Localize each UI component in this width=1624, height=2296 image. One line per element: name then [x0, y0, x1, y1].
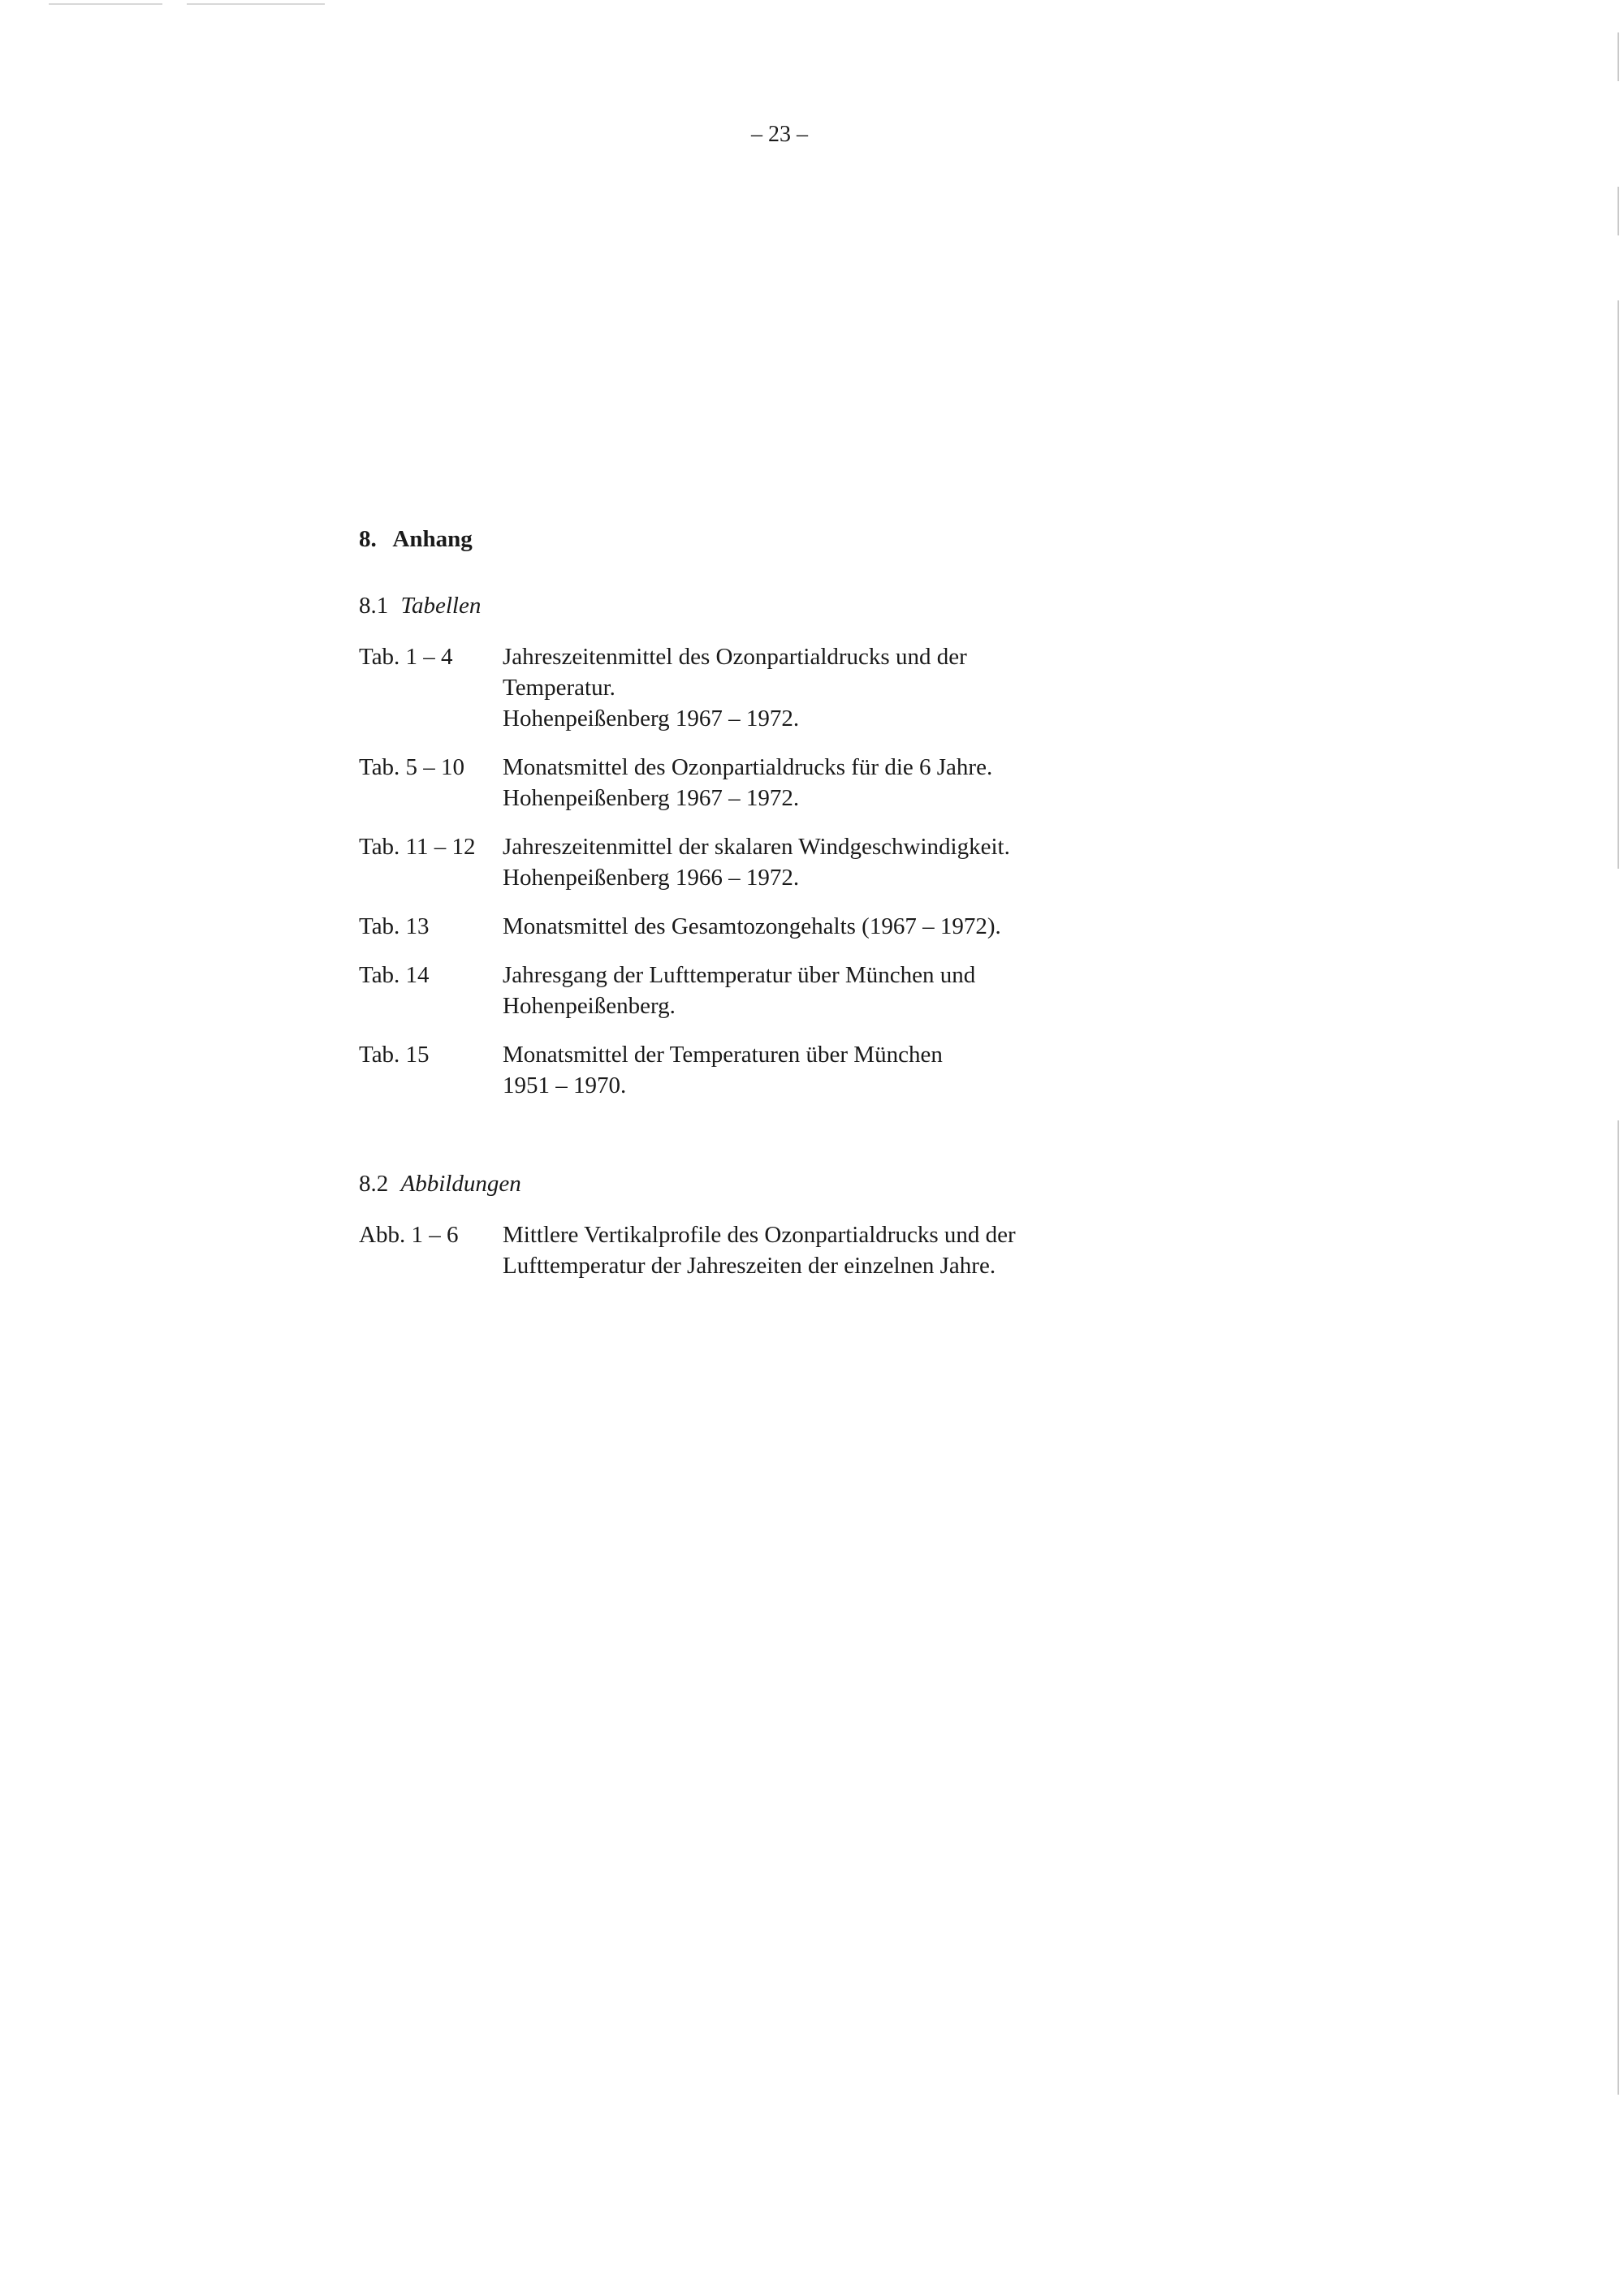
entry-line: Jahresgang der Lufttemperatur über München und — [503, 962, 976, 988]
entry-label: Tab. 15 — [359, 1042, 430, 1068]
scan-artifact-line — [187, 3, 325, 5]
entry-description — [503, 641, 1136, 734]
subsection-heading-tables — [359, 593, 481, 619]
subsection-title: Tabellen — [400, 593, 482, 619]
section-title: Anhang — [392, 526, 473, 552]
entry-label: Tab. 5 – 10 — [359, 754, 465, 780]
list-item — [359, 911, 1136, 942]
entry-description — [503, 911, 1136, 942]
scan-edge-mark — [1618, 1120, 1619, 2095]
entry-line: Mittlere Vertikalprofile des Ozonpartialdrucks und der — [503, 1222, 1016, 1248]
entry-line: Hohenpeißenberg 1966 – 1972. — [503, 865, 800, 891]
entry-label: Abb. 1 – 6 — [359, 1222, 459, 1248]
subsection-title: Abbildungen — [400, 1171, 521, 1197]
entry-label: Tab. 11 – 12 — [359, 834, 476, 860]
subsection-number: 8.1 — [359, 593, 389, 619]
figure-list — [359, 1219, 1136, 1281]
entry-line: Hohenpeißenberg 1967 – 1972. — [503, 706, 800, 732]
section-heading — [359, 526, 473, 553]
entry-line: Monatsmittel des Gesamtozongehalts (1967 – 1972). — [503, 913, 1001, 939]
entry-line: Monatsmittel des Ozonpartialdrucks für die 6 Jahre. — [503, 754, 993, 780]
entry-line: Jahreszeitenmittel des Ozonpartialdrucks und der — [503, 644, 967, 670]
entry-description — [503, 960, 1136, 1021]
entry-label: Tab. 14 — [359, 962, 430, 988]
table-list — [359, 641, 1136, 1101]
scan-edge-mark — [1618, 32, 1619, 81]
list-item — [359, 1039, 1136, 1101]
entry-description — [503, 1219, 1136, 1281]
list-item — [359, 831, 1136, 893]
scan-edge-mark — [1618, 187, 1619, 235]
subsection-number: 8.2 — [359, 1171, 389, 1197]
entry-description — [503, 1039, 1136, 1101]
list-item — [359, 960, 1136, 1021]
scan-edge-mark — [1618, 300, 1619, 869]
entry-line: Temperatur. — [503, 675, 615, 701]
entry-line: 1951 – 1970. — [503, 1072, 627, 1098]
entry-line: Monatsmittel der Temperaturen über München — [503, 1042, 943, 1068]
entry-line: Hohenpeißenberg 1967 – 1972. — [503, 785, 800, 811]
list-item — [359, 641, 1136, 734]
entry-description — [503, 831, 1136, 893]
entry-label: Tab. 13 — [359, 913, 430, 939]
section-number: 8. — [359, 526, 377, 552]
scan-artifact-line — [49, 3, 162, 5]
entry-label: Tab. 1 – 4 — [359, 644, 453, 670]
subsection-heading-figures — [359, 1171, 521, 1198]
page-number: – 23 – — [751, 122, 808, 147]
entry-line: Hohenpeißenberg. — [503, 993, 676, 1019]
entry-description — [503, 752, 1136, 814]
entry-line: Lufttemperatur der Jahreszeiten der einzelnen Jahre. — [503, 1253, 996, 1279]
list-item — [359, 1219, 1136, 1281]
entry-line: Jahreszeitenmittel der skalaren Windgeschwindigkeit. — [503, 834, 1010, 860]
list-item — [359, 752, 1136, 814]
